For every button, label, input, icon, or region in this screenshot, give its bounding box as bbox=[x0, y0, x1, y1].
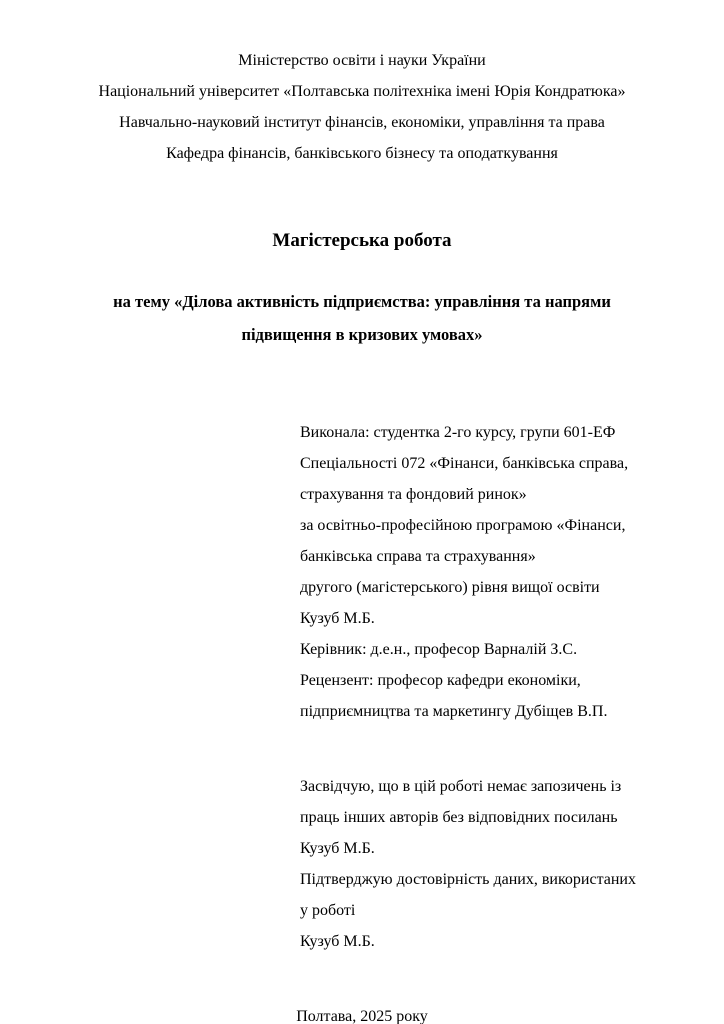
detail-line: Кузуб М.Б. bbox=[300, 610, 375, 627]
topic-line: підвищення в кризових умовах» bbox=[241, 325, 483, 344]
declaration-block bbox=[300, 771, 684, 957]
detail-line: страхування та фондовий ринок» bbox=[300, 486, 527, 503]
declaration-line: Кузуб М.Б. bbox=[300, 840, 375, 857]
header-block bbox=[0, 0, 724, 169]
detail-line: Рецензент: професор кафедри економіки, bbox=[300, 672, 581, 689]
detail-line: Спеціальності 072 «Фінанси, банківська справа, bbox=[300, 455, 629, 472]
declaration-line: Підтверджую достовірність даних, використаних bbox=[300, 871, 636, 888]
detail-line: Керівник: д.е.н., професор Варналій З.С. bbox=[300, 641, 578, 658]
ministry-line: Міністерство освіти і науки України bbox=[238, 52, 486, 69]
declaration-line: Кузуб М.Б. bbox=[300, 933, 375, 950]
topic-block bbox=[0, 285, 724, 351]
declaration-line: у роботі bbox=[300, 902, 356, 919]
declaration-line: праць інших авторів без відповідних посилань bbox=[300, 809, 618, 826]
detail-line: підприємництва та маркетингу Дубіщев В.П. bbox=[300, 703, 608, 720]
topic-line: на тему «Ділова активність підприємства: управління та напрями bbox=[113, 292, 611, 311]
detail-line: Виконала: студентка 2-го курсу, групи 601-ЕФ bbox=[300, 424, 616, 441]
detail-line: за освітньо-професійною програмою «Фінанси, bbox=[300, 517, 626, 534]
department-line: Кафедра фінансів, банківського бізнесу та оподаткування bbox=[166, 145, 558, 162]
declaration-line: Засвідчую, що в цій роботі немає запозичень із bbox=[300, 778, 622, 795]
document-title: Магістерська робота bbox=[272, 230, 452, 251]
author-details-block bbox=[300, 417, 684, 727]
detail-line: банківська справа та страхування» bbox=[300, 548, 536, 565]
detail-line: другого (магістерського) рівня вищої освіти bbox=[300, 579, 600, 596]
city-year-line: Полтава, 2025 року bbox=[296, 1008, 428, 1024]
institute-line: Навчально-науковий інститут фінансів, економіки, управління та права bbox=[119, 114, 605, 131]
university-line: Національний університет «Полтавська політехніка імені Юрія Кондратюка» bbox=[98, 83, 626, 100]
